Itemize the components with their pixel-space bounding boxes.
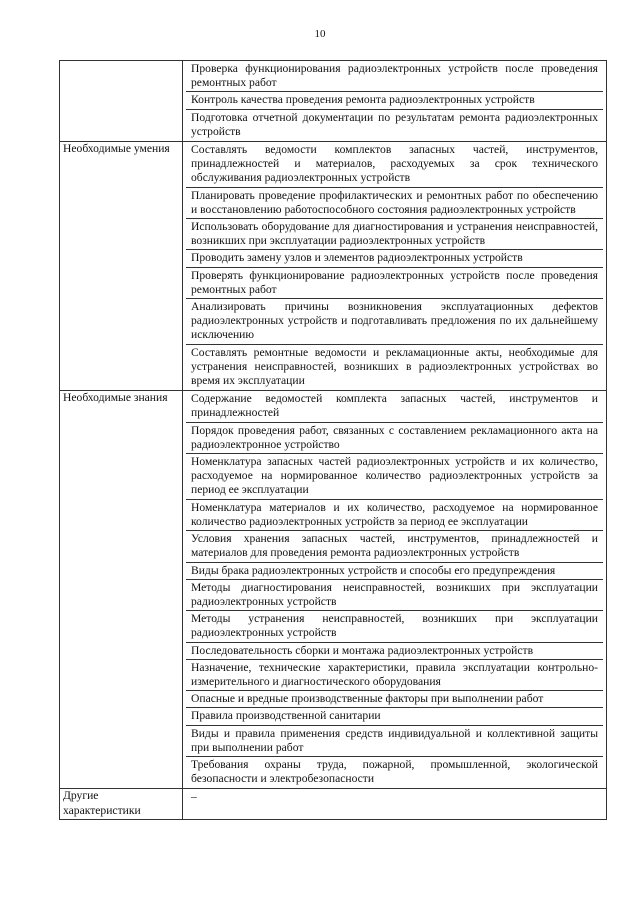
list-item: Методы устранения неисправностей, возникших при эксплуатации радиоэлектронных устройств — [186, 611, 603, 642]
list-item: Содержание ведомостей комплекта запасных частей, инструментов и принадлежностей — [186, 391, 603, 422]
list-item: Анализировать причины возникновения эксплуатационных дефектов радиоэлектронных устройств и подготавливать предложения по их дальнейшему исключению — [186, 299, 603, 345]
list-item: Порядок проведения работ, связанных с составлением рекламационного акта на радиоэлектронное устройство — [186, 423, 603, 454]
row-items — [183, 142, 607, 391]
list-item: Методы диагностирования неисправностей, возникших при эксплуатации радиоэлектронных устройств — [186, 580, 603, 611]
list-item: Опасные и вредные производственные факторы при выполнении работ — [186, 691, 603, 708]
list-item: Составлять ремонтные ведомости и рекламационные акты, необходимые для устранения неисправностей, возникших в радиоэлектронных устройствах во время их эксплуатации — [191, 345, 598, 388]
row-label: Необходимые умения — [60, 142, 183, 391]
table-row — [60, 789, 607, 819]
list-item: Проверять функционирование радиоэлектронных устройств после проведения ремонтных работ — [186, 268, 603, 299]
list-item: Контроль качества проведения ремонта радиоэлектронных устройств — [186, 92, 603, 109]
list-item: Номенклатура материалов и их количество, расходуемое на нормированное количество радиоэлектронных устройств за период ее эксплуатации — [186, 500, 603, 531]
list-item: Условия хранения запасных частей, инструментов, принадлежностей и материалов для проведения ремонта радиоэлектронных устройств — [186, 531, 603, 562]
list-item: – — [191, 790, 197, 804]
list-item: Планировать проведение профилактических и ремонтных работ по обеспечению и восстановлению работоспособного состояния радиоэлектронных устройств — [186, 188, 603, 219]
table-row — [60, 61, 607, 142]
table-row — [60, 391, 607, 789]
list-item: Подготовка отчетной документации по результатам ремонта радиоэлектронных устройств — [191, 110, 598, 138]
row-label: Необходимые знания — [60, 391, 183, 789]
row-label — [60, 61, 183, 142]
list-item: Требования охраны труда, пожарной, промышленной, экологической безопасности и электробезопасности — [191, 757, 598, 786]
row-items — [183, 61, 607, 142]
list-item: Назначение, технические характеристики, правила эксплуатации контрольно-измерительного и диагностического оборудования — [186, 660, 603, 691]
list-item: Виды брака радиоэлектронных устройств и способы его предупреждения — [186, 563, 603, 580]
list-item: Проверка функционирования радиоэлектронных устройств после проведения ремонтных работ — [186, 61, 603, 92]
list-item: Использовать оборудование для диагностирования и устранения неисправностей, возникших при эксплуатации радиоэлектронных устройств — [186, 219, 603, 250]
list-item: Составлять ведомости комплектов запасных частей, инструментов, принадлежностей и материалов, расходуемых за срок технического обслуживания радиоэлектронных устройств — [186, 142, 603, 188]
list-item: Последовательность сборки и монтажа радиоэлектронных устройств — [186, 643, 603, 660]
table-row — [60, 142, 607, 391]
list-item: Проводить замену узлов и элементов радиоэлектронных устройств — [186, 250, 603, 267]
row-label: Другие характеристики — [60, 789, 183, 819]
list-item: Правила производственной санитарии — [186, 708, 603, 725]
page-number: 10 — [314, 28, 326, 40]
list-item: Виды и правила применения средств индивидуальной и коллективной защиты при выполнении работ — [186, 726, 603, 757]
row-items — [183, 789, 607, 819]
list-item: Номенклатура запасных частей радиоэлектронных устройств и их количество, расходуемое на нормированное количество радиоэлектронных устройств за период ее эксплуатации — [186, 454, 603, 500]
requirements-table — [59, 60, 607, 820]
row-items — [183, 391, 607, 789]
